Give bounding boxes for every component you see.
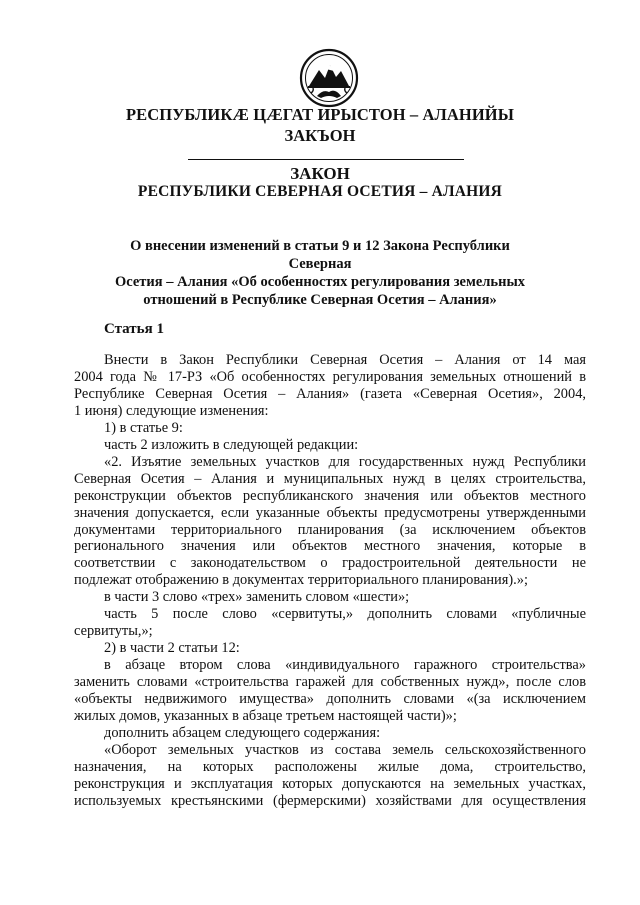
paragraph-line: 1) в статье 9: (104, 419, 183, 436)
header-divider (188, 159, 464, 160)
law-title-line: О внесении изменений в статьи 9 и 12 Закона Республики Северная (130, 238, 510, 272)
paragraph-line: регионального значения или объектов местного значения, которые в (74, 538, 586, 555)
ossetian-law-word: ЗАКЪОН (284, 126, 356, 145)
paragraph-line: «объекты недвижимого имущества» дополнить словами «(за исключением (74, 691, 586, 708)
paragraph-line: 2004 года № 17-РЗ «Об особенностях регулирования земельных отношений в (74, 368, 586, 385)
document-body (74, 352, 586, 810)
law-title (100, 237, 540, 309)
coat-of-arms-emblem (299, 48, 359, 108)
paragraph-line: в части 3 слово «трех» заменить словом «шести»; (104, 589, 410, 606)
paragraph-line: Республике Северная Осетия – Алания» (газета «Северная Осетия», 2004, (74, 385, 586, 402)
paragraph-line: «2. Изъятие земельных участков для государственных нужд Республики (104, 453, 586, 470)
paragraph-line: заменить словами «строительства гаражей для собственных нужд», после слов (74, 674, 586, 691)
russian-republic-name: РЕСПУБЛИКИ СЕВЕРНАЯ ОСЕТИЯ – АЛАНИЯ (137, 183, 503, 200)
paragraph-line: используемых крестьянскими (фермерскими) хозяйствами для осуществления (74, 792, 586, 809)
paragraph-line: реконструкции объектов республиканского значения или объектов местного (74, 487, 586, 504)
paragraph-line: Северная Осетия – Алания и муниципальных нужд в целях строительства, (74, 470, 586, 487)
paragraph-line: «Оборот земельных участков из состава земель сельскохозяйственного (104, 741, 586, 758)
paragraph-line: соответствии с законодательством о градостроительной деятельности не (74, 555, 586, 572)
ossetian-republic-name: РЕСПУБЛИКÆ ЦÆГАТ ИРЫСТОН – АЛАНИЙЫ (125, 105, 514, 124)
article-heading: Статья 1 (104, 321, 164, 337)
law-title-line: Осетия – Алания «Об особенностях регулирования земельных (114, 274, 526, 290)
law-title-line: отношений в Республике Северная Осетия – Алания» (143, 292, 497, 308)
paragraph-line: сервитуты,»; (74, 623, 153, 640)
paragraph-line: 2) в части 2 статьи 12: (104, 640, 240, 657)
paragraph-line: в абзаце втором слова «индивидуального гаражного строительства» (104, 657, 586, 674)
paragraph-line: часть 2 изложить в следующей редакции: (104, 436, 359, 453)
paragraph-line: часть 5 после слово «сервитуты,» дополнить словами «публичные (104, 606, 586, 623)
paragraph-line: 1 июня) следующие изменения: (74, 402, 269, 419)
paragraph-line: документами территориального планирования (за исключением объектов (74, 521, 586, 538)
paragraph-line: дополнить абзацем следующего содержания: (104, 724, 381, 741)
paragraph-line: подлежат отображению в документах территориального планирования).»; (74, 572, 528, 589)
paragraph-line: значения допускается, если указанные объекты предусмотрены утвержденными (74, 504, 586, 521)
paragraph-line: реконструкция и эксплуатация которых допускаются на земельных участках, (74, 775, 586, 792)
paragraph-line: Внести в Закон Республики Северная Осетия – Алания от 14 мая (104, 352, 586, 368)
paragraph-line: жилых домов, указанных в абзаце третьем настоящей части)»; (74, 708, 457, 725)
russian-law-word: ЗАКОН (290, 164, 350, 183)
paragraph-line: назначения, на которых расположены жилые дома, строительство, (74, 758, 586, 775)
